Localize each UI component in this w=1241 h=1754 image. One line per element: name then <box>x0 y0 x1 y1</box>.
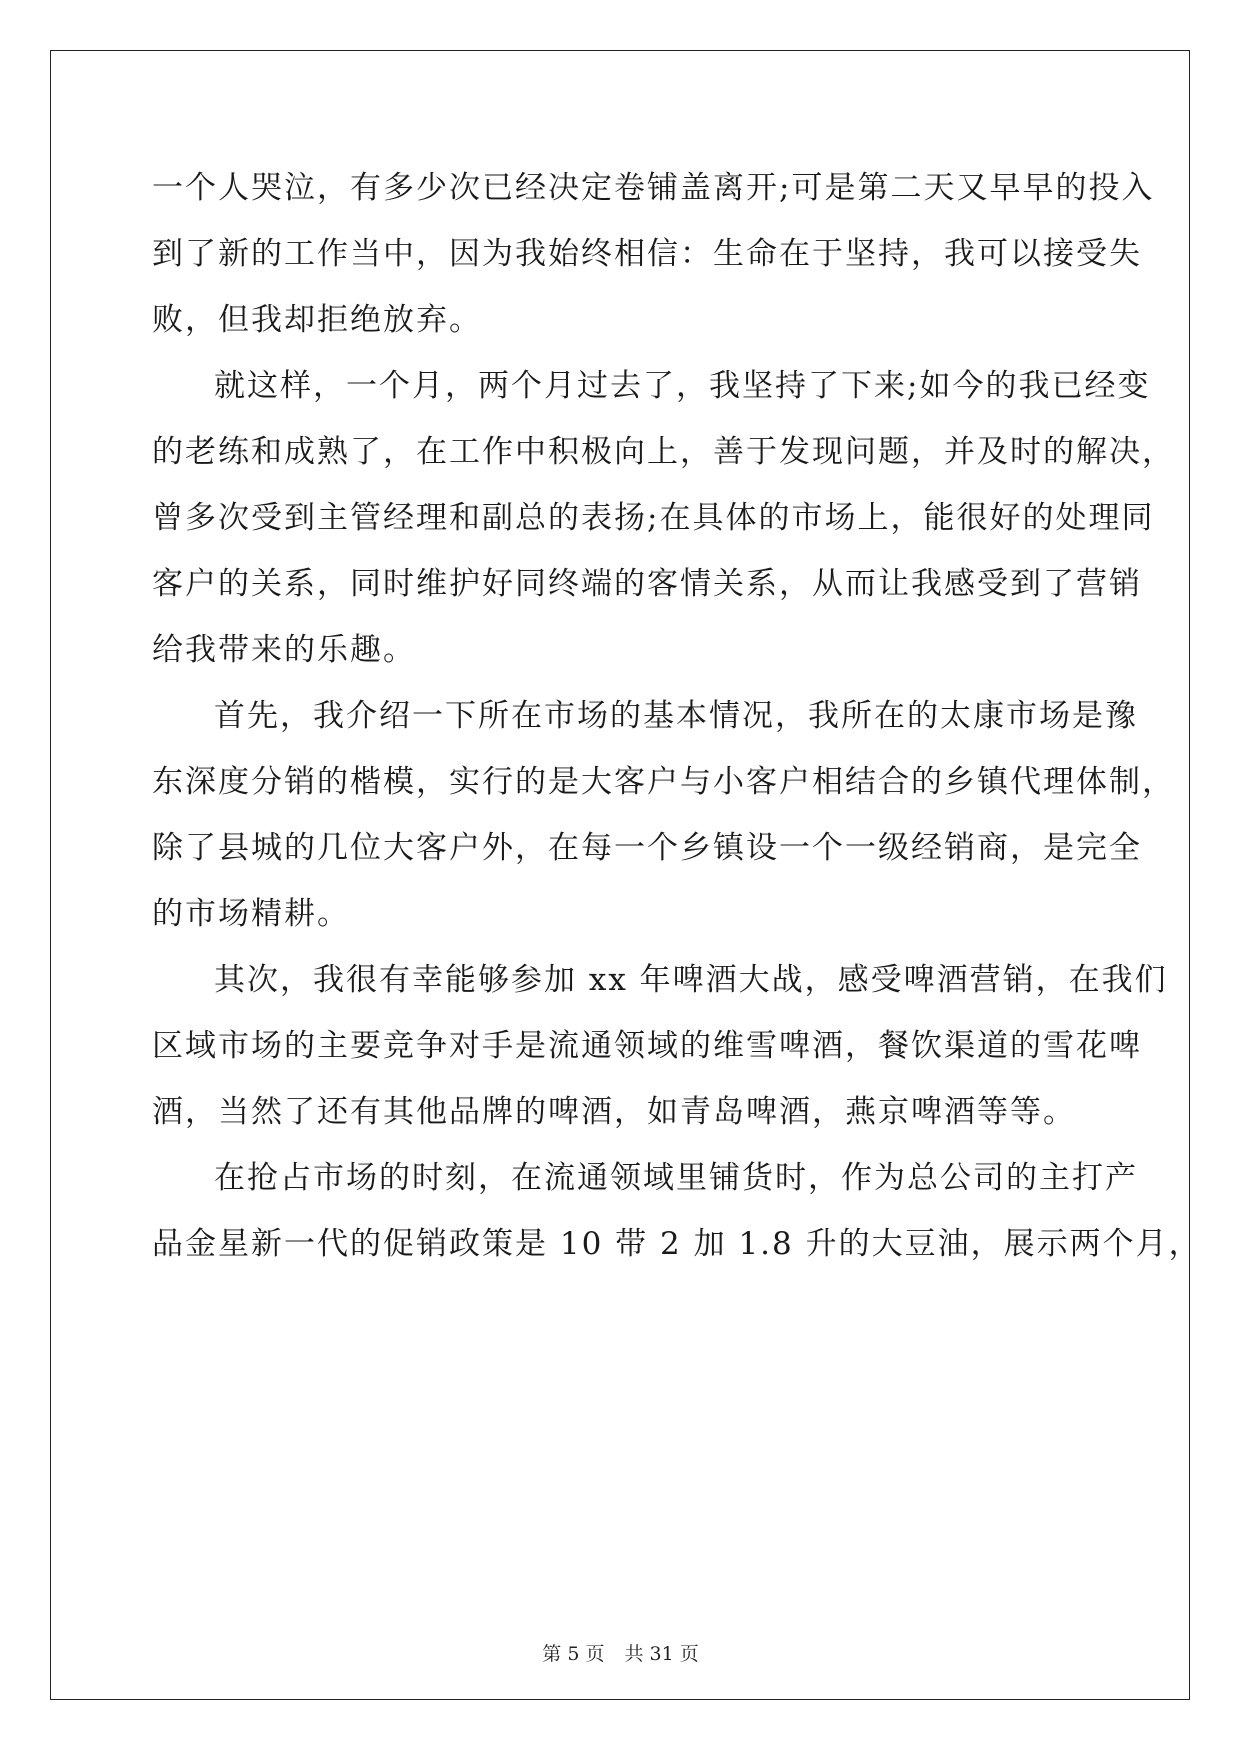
document-body <box>152 155 1202 1277</box>
text-line: 其次，我很有幸能够参加 xx 年啤酒大战，感受啤酒营销，在我们 <box>214 962 1168 998</box>
page-total: 共 31 页 <box>624 1643 699 1665</box>
text-line: 区域市场的主要竞争对手是流通领域的维雪啤酒，餐饮渠道的雪花啤 <box>152 1028 1142 1064</box>
paragraph <box>152 1145 1202 1277</box>
text-line: 给我带来的乐趣。 <box>152 632 416 668</box>
page-footer <box>0 1642 1241 1666</box>
text-line: 一个人哭泣，有多少次已经决定卷铺盖离开;可是第二天又早早的投入 <box>152 170 1155 206</box>
text-line: 品金星新一代的促销政策是 10 带 2 加 1.8 升的大豆油，展示两个月， <box>152 1226 1202 1262</box>
text-line: 曾多次受到主管经理和副总的表扬;在具体的市场上，能很好的处理同 <box>152 500 1155 536</box>
paragraph <box>152 353 1175 683</box>
text-line: 到了新的工作当中，因为我始终相信：生命在于坚持，我可以接受失 <box>152 236 1142 272</box>
text-line: 东深度分销的楷模，实行的是大客户与小客户相结合的乡镇代理体制， <box>152 764 1175 800</box>
text-line: 酒，当然了还有其他品牌的啤酒，如青岛啤酒，燕京啤酒等等。 <box>152 1094 1076 1130</box>
text-line: 首先，我介绍一下所在市场的基本情况，我所在的太康市场是豫 <box>214 698 1138 734</box>
text-line: 的市场精耕。 <box>152 896 350 932</box>
paragraph <box>152 683 1175 947</box>
paragraph <box>152 947 1168 1145</box>
text-line: 客户的关系，同时维护好同终端的客情关系，从而让我感受到了营销 <box>152 566 1142 602</box>
page-number: 第 5 页 <box>542 1643 605 1665</box>
text-line: 就这样，一个月，两个月过去了，我坚持了下来;如今的我已经变 <box>214 368 1151 404</box>
text-line: 的老练和成熟了，在工作中积极向上，善于发现问题，并及时的解决， <box>152 434 1175 470</box>
text-line: 在抢占市场的时刻，在流通领域里铺货时，作为总公司的主打产 <box>214 1160 1138 1196</box>
paragraph <box>152 155 1155 353</box>
text-line: 败，但我却拒绝放弃。 <box>152 302 482 338</box>
text-line: 除了县城的几位大客户外，在每一个乡镇设一个一级经销商，是完全 <box>152 830 1142 866</box>
